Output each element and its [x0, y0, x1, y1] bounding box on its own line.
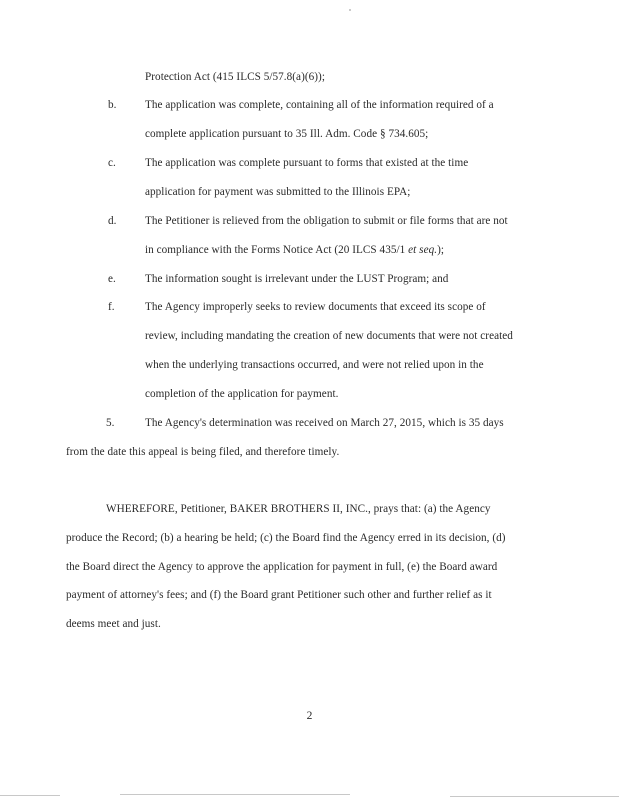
item-d-line-2-end: ); — [437, 244, 445, 256]
item-e-line-1: The information sought is irrelevant under the LUST Program; and — [145, 273, 449, 285]
wherefore-line-2: produce the Record; (b) a hearing be held; (c) the Board find the Agency erred in its decision, (d) — [66, 532, 506, 544]
item-b-marker: b. — [108, 99, 117, 111]
item-b-line-2: complete application pursuant to 35 Ill. Adm. Code § 734.605; — [145, 128, 429, 140]
paragraph-5-marker: 5. — [106, 417, 115, 429]
item-d-line-1: The Petitioner is relieved from the obligation to submit or file forms that are not — [145, 215, 508, 227]
item-b-line-1: The application was complete, containing all of the information required of a — [145, 99, 494, 111]
wherefore-line-5: deems meet and just. — [66, 618, 161, 630]
item-f-line-2: review, including mandating the creation of new documents that were not created — [145, 330, 513, 342]
paragraph-5-line-1: The Agency's determination was received on March 27, 2015, which is 35 days — [145, 417, 504, 429]
item-d-line-2-text: in compliance with the Forms Notice Act (20 ILCS 435/1 — [145, 244, 409, 256]
item-e-marker: e. — [108, 273, 116, 285]
item-a-continuation: Protection Act (415 ILCS 5/57.8(a)(6)); — [145, 71, 325, 83]
item-f-line-4: completion of the application for payment. — [145, 388, 339, 400]
et-seq-italic: et seq. — [408, 244, 438, 256]
item-d-marker: d. — [108, 215, 117, 227]
wherefore-line-1: WHEREFORE, Petitioner, BAKER BROTHERS II, INC., prays that: (a) the Agency — [106, 503, 491, 515]
item-c-marker: c. — [108, 157, 116, 169]
item-c-line-2: application for payment was submitted to the Illinois EPA; — [145, 186, 411, 198]
scan-edge-line — [120, 794, 350, 795]
item-c-line-1: The application was complete pursuant to forms that existed at the time — [145, 157, 469, 169]
scan-speck — [349, 9, 351, 11]
item-f-line-1: The Agency improperly seeks to review documents that exceed its scope of — [145, 301, 486, 313]
item-f-marker: f. — [108, 301, 115, 313]
scan-edge-line — [0, 795, 60, 796]
item-d-line-2 — [145, 243, 444, 257]
item-f-line-3: when the underlying transactions occurred, and were not relied upon in the — [145, 359, 484, 371]
page-number: 2 — [306, 710, 313, 722]
wherefore-line-4: payment of attorney's fees; and (f) the Board grant Petitioner such other and further relief as it — [66, 589, 492, 601]
scan-edge-line — [450, 796, 619, 797]
wherefore-line-3: the Board direct the Agency to approve the application for payment in full, (e) the Board award — [66, 561, 498, 573]
paragraph-5-line-2: from the date this appeal is being filed, and therefore timely. — [66, 446, 340, 458]
